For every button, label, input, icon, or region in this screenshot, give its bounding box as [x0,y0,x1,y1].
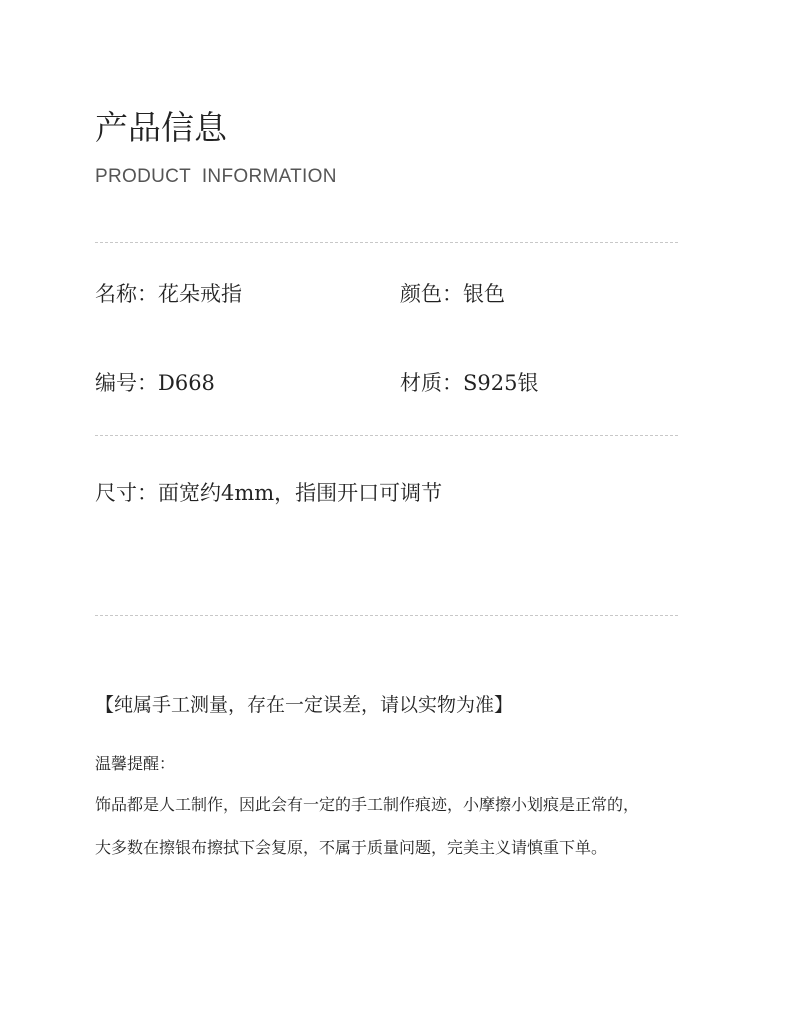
divider [95,615,678,616]
product-code [95,367,215,397]
measurement-note: 【纯属手工测量，存在一定误差，请以实物为准】 [95,694,514,716]
product-size [95,477,442,507]
product-name-label: 名称： [95,282,158,306]
reminder-line: 饰品都是人工制作，因此会有一定的手工制作痕迹，小摩擦小划痕是正常的， [95,795,640,814]
page-subtitle: PRODUCT INFORMATION [95,166,337,187]
product-size-label: 尺寸： [95,481,158,505]
page-title: 产品信息 [95,108,227,147]
product-name-value: 花朵戒指 [158,282,242,306]
product-code-label: 编号： [95,371,158,395]
reminder-title: 温馨提醒： [95,754,176,773]
product-code-value: D668 [158,371,215,395]
product-name [95,278,242,308]
reminder-line: 大多数在擦银布擦拭下会复原，不属于质量问题，完美主义请慎重下单。 [95,838,608,857]
divider [95,242,678,243]
product-material-value: S925银 [463,371,539,395]
product-color-label: 颜色： [400,282,463,306]
product-color [400,278,505,308]
product-material [400,367,538,397]
divider [95,435,678,436]
product-color-value: 银色 [463,282,505,306]
product-size-value: 面宽约4mm，指围开口可调节 [158,481,443,505]
product-material-label: 材质： [400,371,463,395]
